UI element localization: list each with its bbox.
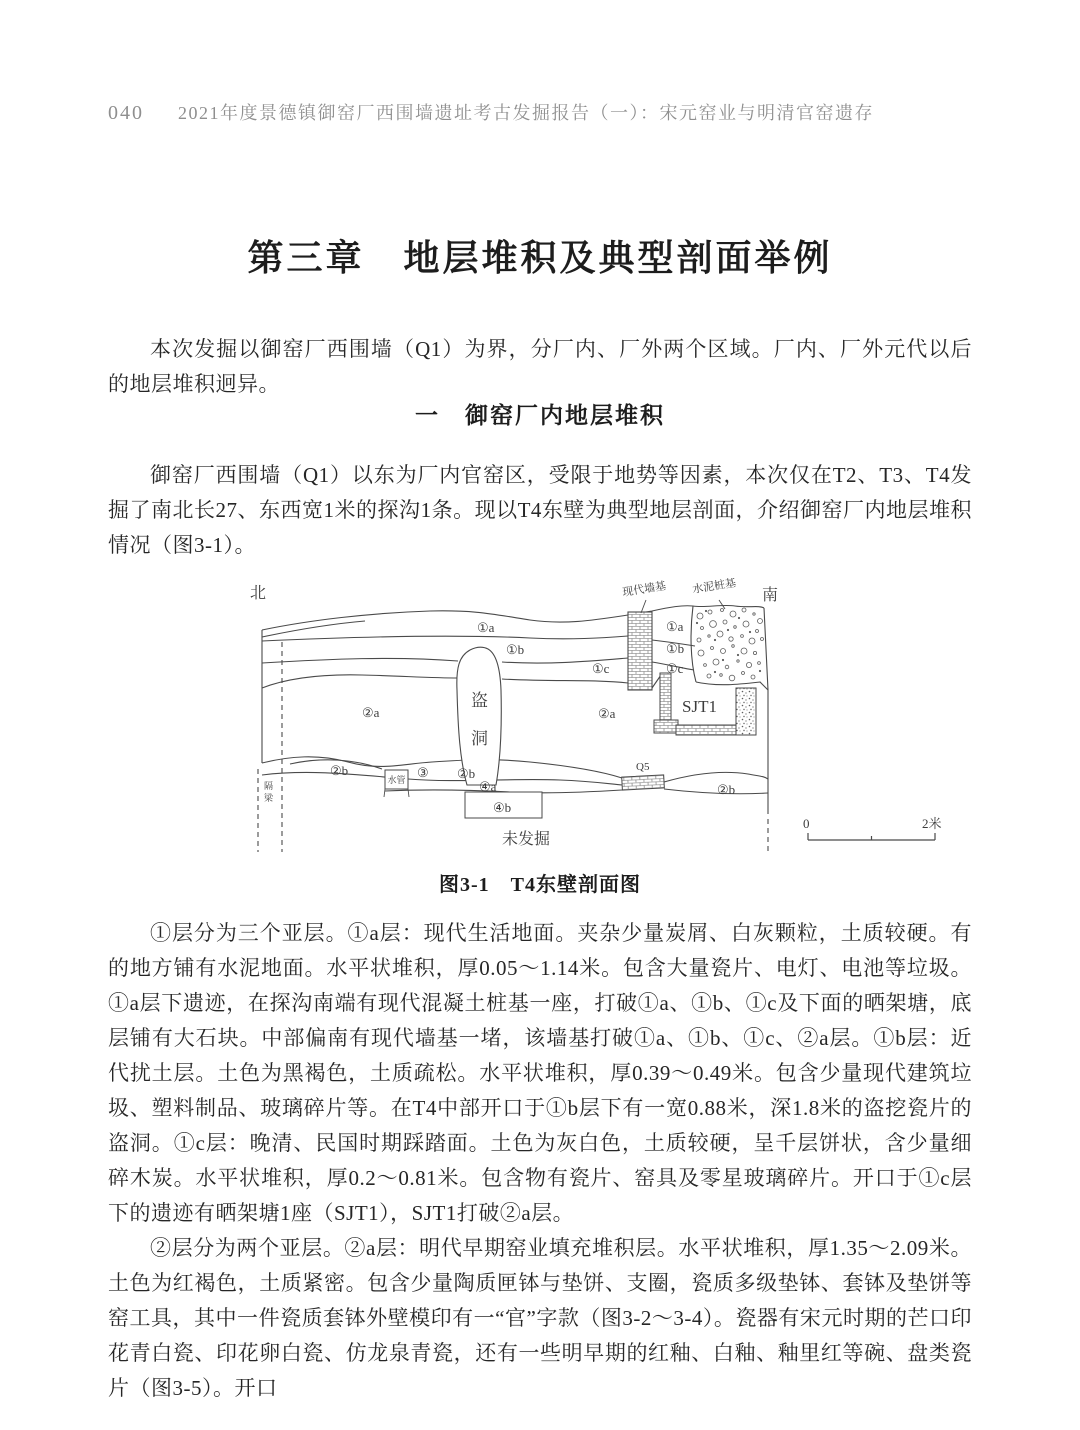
section-drawing [230,578,950,868]
south-label: 南 [762,587,779,604]
label-layer-1b-right: ①b [666,641,685,656]
label-layer-3: ③ [417,765,429,780]
unexcavated-label: 未发掘 [502,831,551,848]
label-layer-4a: ④a [479,779,497,794]
scale-bar [808,833,935,840]
q5-pipe [622,761,665,790]
cement-pile-foundation [696,608,763,681]
north-label: 北 [250,585,267,602]
body-paragraphs [108,916,972,1406]
label-layer-2a-right: ②a [598,706,616,721]
intro-paragraph: 本次发掘以御窑厂西围墙（Q1）为界，分厂内、厂外两个区域。厂内、厂外元代以后的地层堆积迥异。 [108,337,972,396]
paragraph-layer-2: ②层分为两个亚层。②a层：明代早期窑业填充堆积层。水平状堆积，厚1.35～2.09米。土色为红褐色，土质紧密。包含少量陶质匣钵与垫饼、支圈，瓷质多级垫钵、套钵及垫饼等窑工具，其中一件瓷质套钵外壁模印有一“官”字款（图3-2～3-4）。瓷器有宋元时期的芒口印花青白瓷、印花卵白瓷、仿龙泉青瓷，还有一些明早期的红釉、白釉、釉里红等碗、盘类瓷片（图3-5）。开口 [108,1236,972,1400]
label-layer-1c-left: ①c [592,661,610,676]
label-layer-4b: ④b [493,800,512,815]
section-lead-paragraph: 御窑厂西围墙（Q1）以东为厂内官窑区，受限于地势等因素，本次仅在T2、T3、T4发掘了南北长27、东西宽1米的探沟1条。现以T4东壁为典型地层剖面，介绍御窑厂内地层堆积情况（图3-1）。 [108,463,972,557]
modern-wall-label: 现代墙基 [621,580,667,599]
water-pipe-label: 水管 [387,775,406,785]
robber-hole-char-1: 盗 [471,691,488,710]
page-number: 040 [108,102,144,124]
sjt1-label: SJT1 [682,697,717,716]
baulk-char-2: 梁 [264,793,274,803]
intro-paragraph-block [108,332,972,402]
label-layer-1a-right: ①a [666,619,684,634]
figure-3-1 [230,578,950,868]
robber-hole [457,647,501,785]
paragraph-layer-1: ①层分为三个亚层。①a层：现代生活地面。夹杂少量炭屑、白灰颗粒，土质较硬。有的地方铺有水泥地面。水平状堆积，厚0.05～1.14米。包含大量瓷片、电灯、电池等垃圾。①a层下遗迹，在探沟南端有现代混凝土桩基一座，打破①a、①b、①c及下面的晒架塘，底层铺有大石块。中部偏南有现代墙基一堵，该墙基打破①a、①b、①c、②a层。①b层：近代扰土层。土色为黑褐色，土质疏松。水平状堆积，厚0.39～0.49米。包含少量现代建筑垃圾、塑料制品、玻璃碎片等。在T4中部开口于①b层下有一宽0.88米，深1.8米的盗挖瓷片的盗洞。①c层：晚清、民国时期踩踏面。土色为灰白色，土质较硬，呈千层饼状，含少量细碎木炭。水平状堆积，厚0.2～0.81米。包含物有瓷片、窑具及零星玻璃碎片。开口于①c层下的遗迹有晒架塘1座（SJT1），SJT1打破②a层。 [108,921,972,1225]
scale-zero-label: 0 [803,816,810,831]
label-layer-2b-right: ②b [717,782,736,797]
cement-pile-leader [719,600,725,609]
running-header [108,99,972,125]
baulk-char-1: 隔 [264,781,274,791]
label-layer-2b-left: ②b [330,763,349,778]
sjt1-pit [654,673,756,735]
section-heading: 一 御窑厂内地层堆积 [415,403,665,428]
modern-wall-foundation [628,600,652,690]
label-layer-1b-left: ①b [506,642,525,657]
label-layer-1c-right: ①c [666,661,684,676]
water-pipe-box [384,770,409,797]
q5-label: Q5 [636,761,650,773]
label-layer-2b-mid: ②b [457,766,476,781]
running-title: 2021年度景德镇御窑厂西围墙遗址考古发掘报告（一）：宋元窑业与明清官窑遗存 [178,103,874,123]
chapter-title: 第三章 地层堆积及典型剖面举例 [247,238,833,278]
label-layer-2a-left: ②a [362,705,380,720]
scale-end-label: 2米 [922,816,942,831]
label-layer-1a-left: ①a [477,620,495,635]
robber-hole-char-2: 洞 [471,729,488,748]
section-lead-block [108,458,972,563]
cement-pile-label: 水泥桩基 [691,578,737,596]
figure-caption: 图3-1 T4东壁剖面图 [439,874,641,896]
